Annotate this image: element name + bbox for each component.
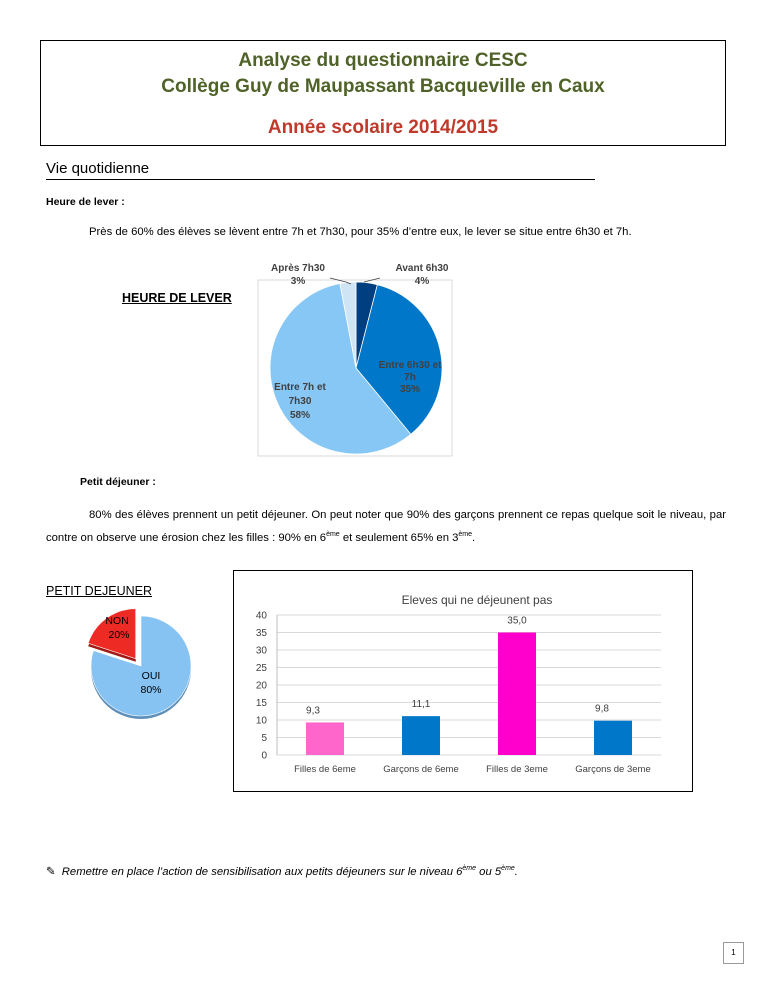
y-tick-label: 10 (255, 715, 267, 727)
slice-label-non: NON (105, 615, 129, 627)
bar-value-label: 11,1 (411, 699, 431, 711)
page-number: 1 (723, 942, 744, 964)
dejeuner-pie-title: PETIT DEJEUNER (46, 584, 153, 598)
y-tick-label: 20 (255, 680, 267, 692)
bar (498, 633, 536, 756)
x-tick-label: Filles de 6eme (294, 764, 356, 775)
pencil-icon: ✎ (46, 866, 56, 878)
slice-label-entre630-name2: 7h (404, 372, 416, 383)
y-tick-label: 40 (255, 610, 267, 622)
y-tick-label: 30 (255, 645, 267, 657)
x-tick-label: Garçons de 3eme (575, 764, 651, 775)
bar (402, 716, 440, 755)
slice-label-entre7-name2: 7h30 (288, 396, 312, 407)
slice-label-entre630-name: Entre 6h30 et (378, 360, 442, 371)
bar-value-label: 9,3 (306, 705, 320, 717)
x-tick-label: Filles de 3eme (486, 764, 548, 775)
lever-subheading: Heure de lever : (46, 196, 125, 208)
dejeuner-subheading: Petit déjeuner : (80, 476, 156, 488)
dejeuner-pie-chart (75, 600, 195, 720)
y-tick-label: 5 (261, 733, 267, 744)
bar (306, 722, 344, 755)
lever-paragraph: Près de 60% des élèves se lèvent entre 7h et 7h30, pour 35% d’entre eux, le lever se situe entre 6h30 et 7h. (89, 226, 632, 238)
bar-chart-title: Eleves qui ne déjeunent pas (401, 593, 553, 607)
y-tick-label: 15 (255, 698, 267, 709)
lever-chart-title: HEURE DE LEVER (122, 291, 232, 305)
slice-label-entre7-name: Entre 7h et (274, 382, 326, 393)
bar-value-label: 35,0 (507, 615, 527, 627)
x-tick-label: Garçons de 6eme (383, 764, 459, 775)
slice-label-entre7-pct: 58% (289, 410, 311, 421)
bar-value-label: 9,8 (595, 703, 609, 715)
slice-label-entre630-pct: 35% (399, 384, 421, 395)
y-tick-label: 0 (261, 750, 267, 762)
school-year: Année scolaire 2014/2015 (267, 117, 499, 138)
bar-chart (234, 571, 692, 791)
section-underline (46, 179, 595, 180)
dejeuner-paragraph: 80% des élèves prennent un petit déjeuner. On peut noter que 90% des garçons prennent ce repas quelque soit le niveau, par contre on observe une érosion chez les filles : 90% en 6ème et seulement 65% en 3ème. (46, 509, 726, 544)
slice-label-non-pct: 20% (108, 629, 130, 641)
school-name: Collège Guy de Maupassant Bacqueville en Caux (161, 76, 605, 97)
y-tick-label: 35 (255, 628, 267, 639)
header-box (40, 40, 726, 146)
slice-label-apres-name: Après 7h30 (271, 263, 325, 274)
slice-label-oui-pct: 80% (140, 684, 162, 696)
slice-label-oui: OUI (141, 670, 161, 682)
section-heading: Vie quotidienne (46, 160, 150, 177)
action-line: ✎ Remettre en place l’action de sensibilisation aux petits déjeuners sur le niveau 6ème ou 5ème. (46, 865, 518, 878)
slice-label-avant-pct: 4% (414, 276, 430, 287)
slice-label-apres-pct: 3% (290, 276, 306, 287)
slice-label-avant-name: Avant 6h30 (395, 263, 449, 274)
document-title: Analyse du questionnaire CESC (238, 50, 528, 71)
y-tick-label: 25 (255, 663, 267, 674)
lever-pie-chart (250, 258, 460, 458)
bar (594, 721, 632, 755)
